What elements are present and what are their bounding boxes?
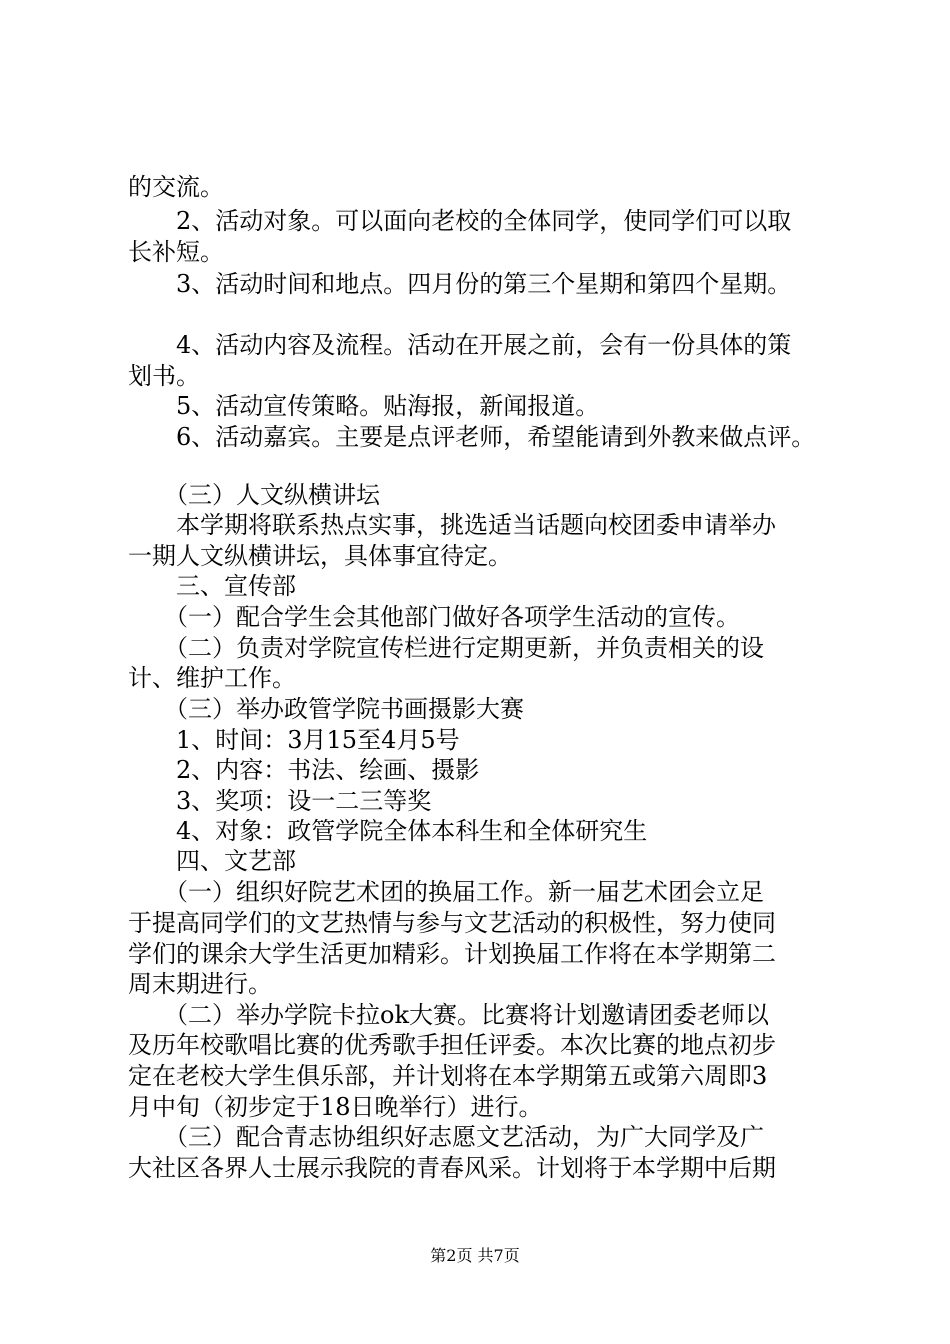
text-line: 长补短。 (128, 238, 224, 266)
text-line: 4、对象：政管学院全体本科生和全体研究生 (128, 817, 648, 845)
text-line: 于提高同学们的文艺热情与参与文艺活动的积极性，努力使同 (128, 909, 776, 937)
text-line: 5、活动宣传策略。贴海报，新闻报道。 (128, 392, 600, 420)
section-heading: 四、文艺部 (128, 847, 296, 875)
text-line: 4、活动内容及流程。活动在开展之前，会有一份具体的策 (128, 331, 792, 359)
text-line: 1、时间：3月15至4月5号 (128, 726, 460, 754)
text-line: 3、奖项：设一二三等奖 (128, 787, 432, 815)
text-line: 一期人文纵横讲坛，具体事宜待定。 (128, 542, 512, 570)
text-line: （三）配合青志协组织好志愿文艺活动，为广大同学及广 (128, 1123, 764, 1151)
text-line: 计、维护工作。 (128, 664, 296, 692)
text-line: 6、活动嘉宾。主要是点评老师，希望能请到外教来做点评。 (128, 423, 816, 451)
text-line: 学们的课余大学生活更加精彩。计划换届工作将在本学期第二 (128, 940, 776, 968)
text-line: 3、活动时间和地点。四月份的第三个星期和第四个星期。 (128, 270, 792, 298)
text-line: 2、活动对象。可以面向老校的全体同学，使同学们可以取 (128, 207, 792, 235)
section-heading: 三、宣传部 (128, 572, 296, 600)
text-line: 大社区各界人士展示我院的青春风采。计划将于本学期中后期 (128, 1154, 776, 1182)
text-line: （一）配合学生会其他部门做好各项学生活动的宣传。 (128, 603, 740, 631)
text-line: 本学期将联系热点实事，挑选适当话题向校团委申请举办 (128, 511, 776, 539)
text-line: （二）举办学院卡拉ok大赛。比赛将计划邀请团委老师以 (128, 1001, 769, 1029)
section-heading: （三）举办政管学院书画摄影大赛 (128, 695, 524, 723)
text-line: 的交流。 (128, 173, 224, 201)
section-heading: （三）人文纵横讲坛 (128, 481, 380, 509)
text-line: （二）负责对学院宣传栏进行定期更新，并负责相关的设 (128, 634, 764, 662)
text-line: （一）组织好院艺术团的换届工作。新一届艺术团会立足 (128, 878, 764, 906)
text-line: 划书。 (128, 362, 200, 390)
page-number-footer: 第2页 共7页 (430, 1246, 520, 1265)
text-line: 周末期进行。 (128, 970, 272, 998)
text-line: 2、内容：书法、绘画、摄影 (128, 756, 480, 784)
text-line: 及历年校歌唱比赛的优秀歌手担任评委。本次比赛的地点初步 (128, 1031, 776, 1059)
text-line: 月中旬（初步定于18日晚举行）进行。 (128, 1093, 543, 1121)
text-line: 定在老校大学生俱乐部，并计划将在本学期第五或第六周即3 (128, 1062, 768, 1090)
